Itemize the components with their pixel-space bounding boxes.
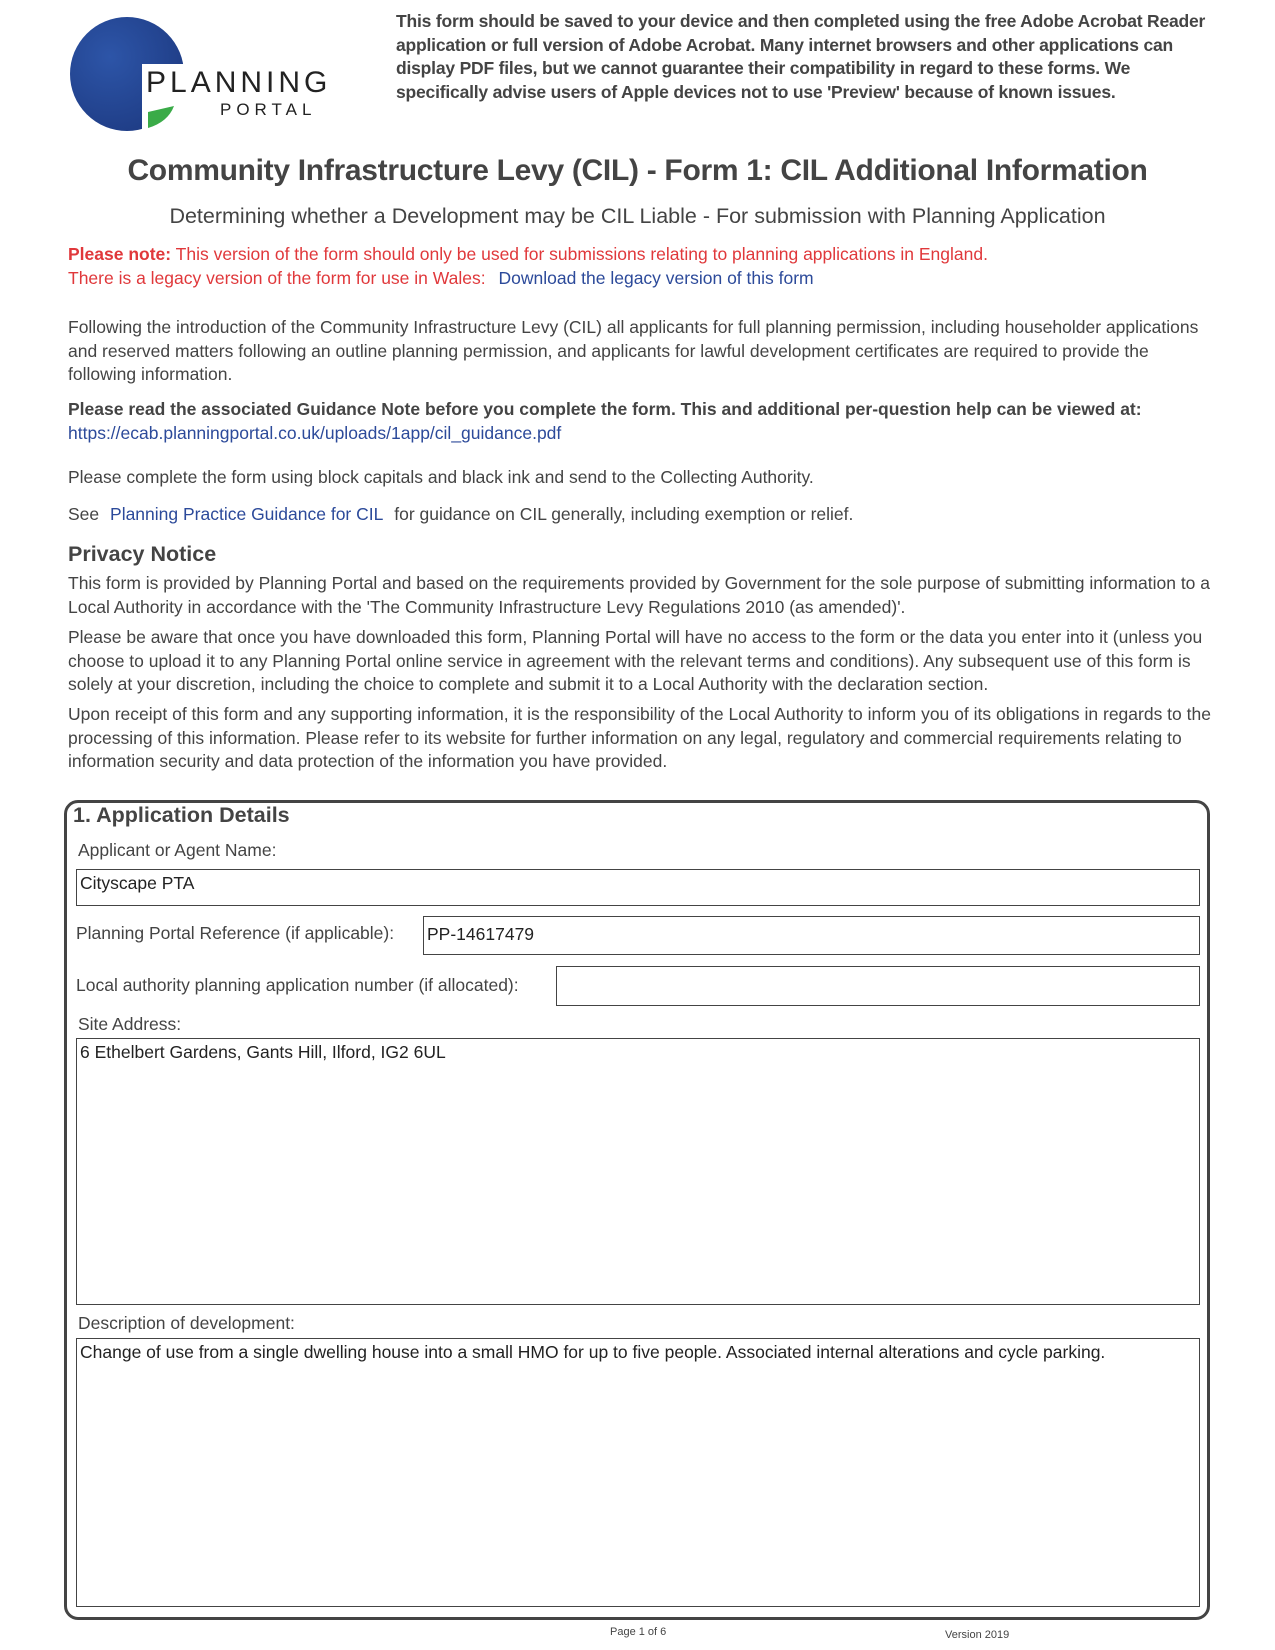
privacy-paragraph-1: This form is provided by Planning Portal and based on the requirements provided by Government for the sole purpose of submitting information to a Local Authority in accordance with the 'The Community Infrastructure Levy Regulations 2010 (as amended)'. (68, 573, 1211, 617)
la-application-number-field[interactable] (556, 966, 1200, 1006)
download-legacy-link[interactable]: Download the legacy version of this form (498, 268, 814, 288)
applicant-name-field[interactable]: Cityscape PTA (76, 869, 1200, 906)
site-address-label: Site Address: (78, 1014, 182, 1034)
logo-text-portal: PORTAL (220, 100, 317, 119)
see-suffix: for guidance on CIL generally, including exemption or relief. (394, 504, 854, 524)
applicant-name-label: Applicant or Agent Name: (78, 840, 277, 860)
privacy-notice-heading: Privacy Notice (68, 542, 217, 566)
planning-portal-reference-label: Planning Portal Reference (if applicable): (76, 923, 395, 943)
site-address-field[interactable]: 6 Ethelbert Gardens, Gants Hill, Ilford, IG2 6UL (76, 1038, 1200, 1305)
guidance-note-link[interactable]: https://ecab.planningportal.co.uk/uploads/1app/cil_guidance.pdf (68, 423, 562, 443)
page-number: Page 1 of 6 (610, 1626, 667, 1638)
guidance-instruction: Please read the associated Guidance Note before you complete the form. This and additional per-question help can be viewed at: (68, 399, 1142, 419)
section-title: 1. Application Details (73, 803, 290, 827)
legacy-note (68, 268, 814, 289)
please-note (68, 244, 988, 265)
legacy-note-text: There is a legacy version of the form for use in Wales: (68, 268, 486, 288)
planning-portal-logo (70, 16, 330, 136)
intro-paragraph: Following the introduction of the Community Infrastructure Levy (CIL) all applicants for full planning permission, including householder applications and reserved matters following an outline planning permission, and applicants for lawful development certificates are required to provide the following information. (68, 317, 1199, 384)
privacy-paragraph-3: Upon receipt of this form and any supporting information, it is the responsibility of the Local Authority to inform you of its obligations in regards to the processing of this information. Please refer to its website for further information on any legal, regulatory and commercial requirements relating to information security and data protection of the information you have provided. (68, 704, 1211, 771)
privacy-paragraph-2: Please be aware that once you have downloaded this form, Planning Portal will have no access to the form or the data you enter into it (unless you choose to upload it to any Planning Portal online service in agreement with the relevant terms and conditions). Any subsequent use of this form is solely at your discretion, including the choice to complete and submit it to a Local Authority with the declaration section. (68, 627, 1203, 694)
adobe-notice: This form should be saved to your device and then completed using the free Adobe Acrobat Reader application or full version of Adobe Acrobat. Many internet browsers and other applications can display PDF files, but we cannot guarantee their compatibility in regard to these forms. We specifically advise users of Apple devices not to use 'Preview' because of known issues. (396, 11, 1206, 102)
description-label: Description of development: (78, 1313, 295, 1333)
description-field[interactable]: Change of use from a single dwelling house into a small HMO for up to five people. Associated internal alterations and cycle parking. (76, 1338, 1200, 1607)
see-guidance-line (68, 504, 853, 525)
version-label: Version 2019 (945, 1629, 1010, 1641)
logo-text-planning: PLANNING (146, 66, 332, 99)
page-subtitle: Determining whether a Development may be CIL Liable - For submission with Planning Application (169, 204, 1106, 228)
planning-practice-guidance-link[interactable]: Planning Practice Guidance for CIL (110, 504, 384, 524)
please-note-text: This version of the form should only be used for submissions relating to planning applications in England. (171, 244, 988, 264)
la-application-number-label: Local authority planning application number (if allocated): (76, 975, 519, 995)
please-note-label: Please note: (68, 244, 172, 264)
see-prefix: See (68, 504, 100, 524)
planning-portal-reference-field[interactable]: PP-14617479 (423, 916, 1200, 955)
block-capitals-instruction: Please complete the form using block capitals and black ink and send to the Collecting Authority. (68, 467, 814, 487)
page-title: Community Infrastructure Levy (CIL) - Form 1: CIL Additional Information (127, 154, 1148, 187)
